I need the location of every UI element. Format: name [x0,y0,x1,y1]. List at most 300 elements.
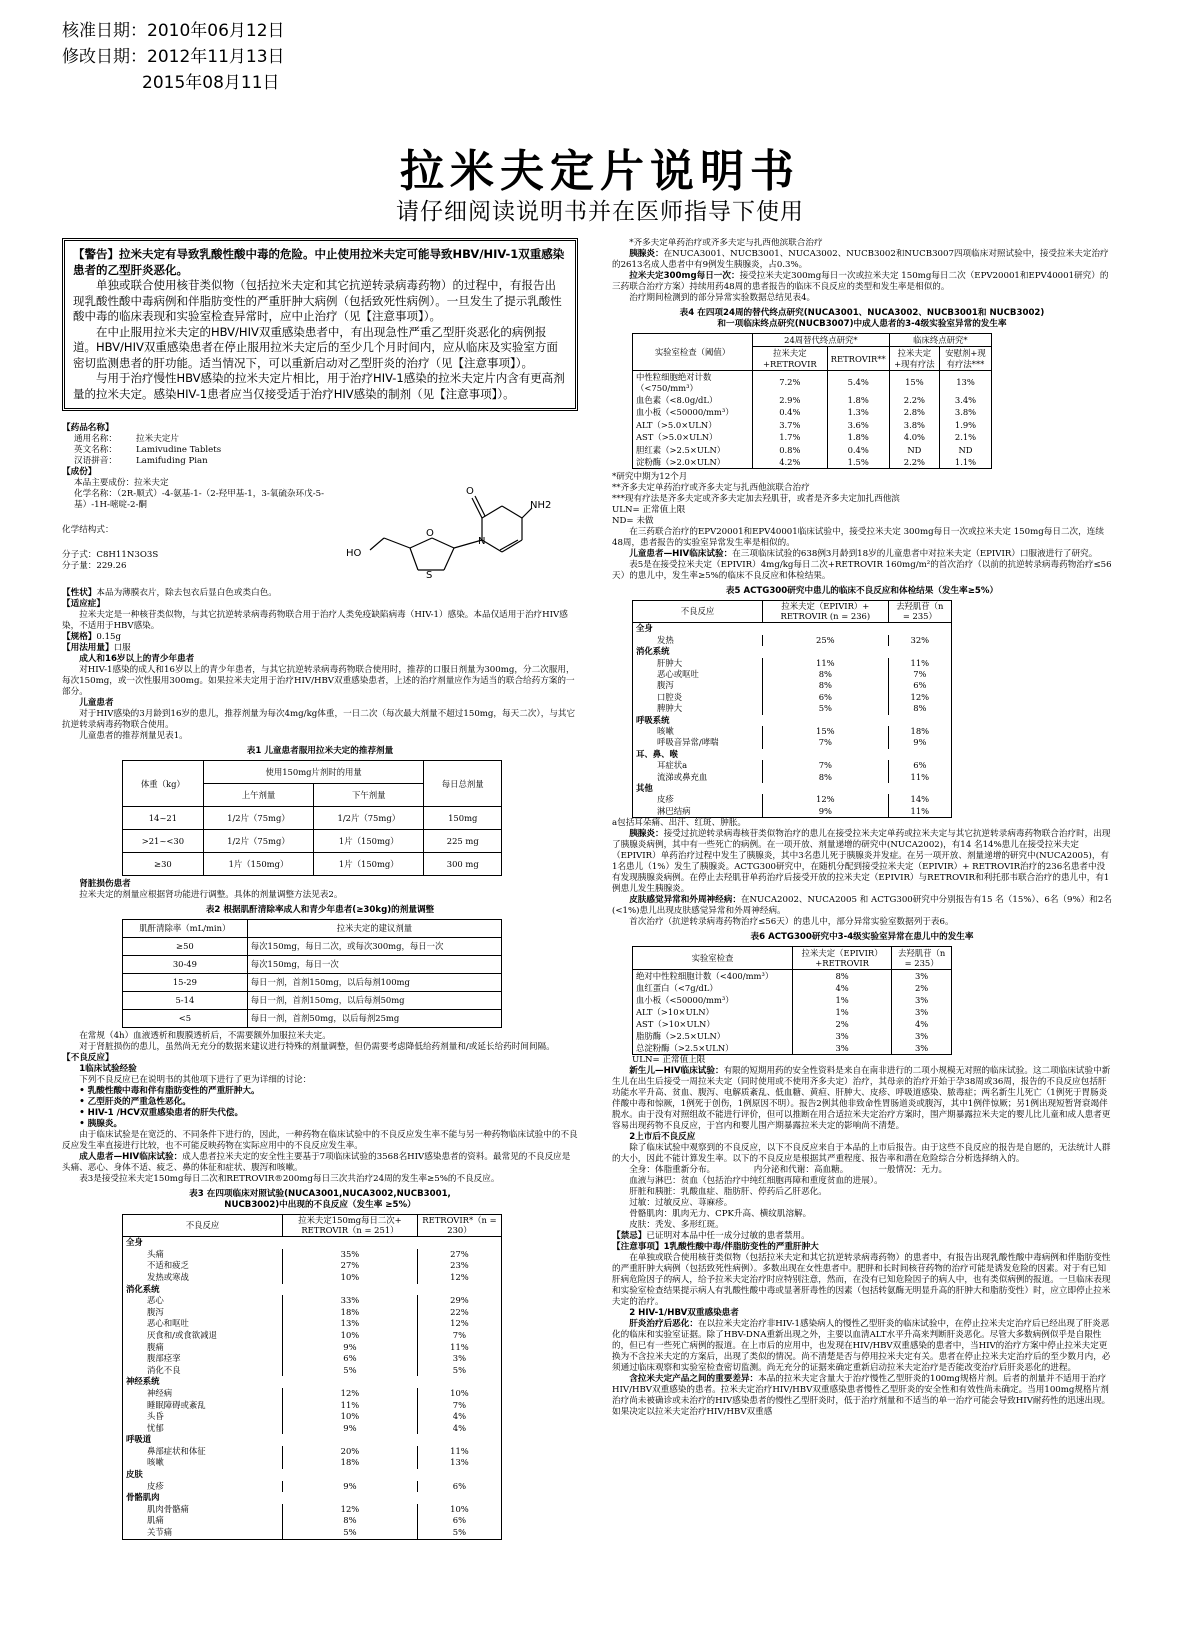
table-header: 去羟肌苷（n = 235） [892,947,952,970]
table-row [123,1249,502,1261]
table-cell: 8% [763,669,889,680]
table-group-label: 消化系统 [123,1284,502,1296]
table-group-label: 全身 [123,1237,502,1249]
table-row [123,853,502,876]
hepatitis-exacerbation-text: 在以拉米夫定治疗非HIV-1感染病人的慢性乙型肝炎的临床试验中，在停止拉米夫定治疗后已经出现了肝炎恶化的临床和实验室证据。除了HBV-DNA重新出现之外，主要以血清ALT水平升高来判断肝炎恶化。尽管大多数病例似乎是自限性的，但已有一些死亡病例的报道。在上市后的应用中，也发现在HIV/HBV双重感染的患者中，当HIV的治疗方案中停止拉米夫定更换为不含拉米夫定的方案后，出现了类似的情况。尚不清楚是否与停用拉米夫定有关。患者在停止拉米夫定治疗后的至少数月内，必须通过临床观察和实验室检查密切监测。尚无充分的证据来确定重新启动拉米夫定治疗是否能改变治疗后肝炎恶化的进程。 [612,1319,1111,1374]
page-subtitle: 请仔细阅读说明书并在医师指导下使用 [396,199,804,225]
table-group-label: 骨骼肌肉 [123,1492,502,1504]
table-row [633,760,952,771]
table-row [123,1318,502,1330]
table-header: 使用150mg片剂时的用量 [203,761,424,784]
table-cell: 5% [417,1527,501,1539]
spec-text: 0.15g [96,632,122,642]
table-row [633,456,992,469]
table-cell: 4.2% [753,456,828,469]
table4-caption-2: 和一项临床终点研究(NUCB3007)中成人患者的3-4级实验室异常的发生率 [717,319,1007,329]
table-row [633,1006,952,1018]
renal-note-1: 在常规（4h）血液透析和腹膜透析后，不需要额外加服拉米夫定。 [79,1031,331,1041]
table-cell: 肌痛 [123,1515,283,1527]
table-group-label: 全身 [633,623,952,635]
table-cell: 11% [888,772,951,783]
table-cell: 20% [283,1446,418,1458]
table-cell: 10% [417,1388,501,1400]
chemical-name-row [62,489,342,511]
table-cell: 恶心 [123,1295,283,1307]
table-cell: 发热 [633,635,763,646]
table-cell: 总淀粉酶（>2.5×ULN） [633,1042,793,1055]
table-cell: ≥30 [123,853,204,876]
section-heading-composition: 【成份】 [62,467,97,477]
pediatric-pancreatitis-text: 接受过抗逆转录病毒核苷类似物治疗的患儿在接受拉米夫定单药或拉米夫定与其它抗逆转录病毒药物联合治疗时，出现了胰腺炎病例，其中有一些死亡的病例。在一项开放、剂量递增的研究中(NUCA2002)，有14 名14%患儿在接受拉米夫定（EPIVIR）单药治疗过程中发生了胰腺炎，其中3名患儿死于胰腺炎并发症。在另一项开放、剂量递增的研究中(NUCA2005)，有1名患儿（1%）发生了胰腺炎。ACTG300研究中，在随机分配到接受拉米夫定（EPIVIR）+ RETROVIR治疗的236名患者中没有发现胰腺炎病例。在停止去羟肌苷单药治疗后接受开放的拉米夫定（EPIVIR）与RETROVIR和利托那韦联合治疗的患儿中，有1例患儿发生胰腺炎。 [612,829,1111,895]
table-cell: 3% [417,1353,501,1365]
table4-caption: 表4 在四项24周的替代终点研究(NUCA3001、NUCA3002、NUCB3001和 NUCB3002) [679,308,1045,318]
neonate-heading: 新生儿—HIV临床试验： [629,1066,724,1077]
section-heading-contraindication: 【禁忌】 [612,1231,647,1242]
table6-caption: 表6 ACTG300研究中3-4级实验室异常在患儿中的发生率 [750,932,974,943]
usage-row [62,643,578,654]
table-cell: 5% [283,1527,418,1539]
english-name-row [62,445,578,456]
table-row [633,806,952,818]
table-cell: 皮疹 [123,1481,283,1493]
table-cell: 3% [793,1042,892,1055]
table-header: 安慰剂+现有疗法*** [940,347,992,371]
pancreatitis-paragraph [612,249,1112,271]
table-cell: 300 mg [424,853,502,876]
table-cell: 12% [888,692,951,703]
table-row [633,431,992,443]
section-heading-precautions: 【注意事项】1乳酸性酸中毒/伴脂肪变性的严重肝肿大 [612,1242,819,1253]
table-cell: 7% [417,1400,501,1412]
table4-note: ULN= 正常值上限 [612,505,686,516]
table-cell: 5-14 [123,992,248,1010]
table-cell: 肌肉骨骼痛 [123,1504,283,1516]
table-cell: AST（>10×ULN） [633,1018,793,1030]
table-cell: AST（>5.0×ULN） [633,431,753,443]
table-cell: ALT（>10×ULN） [633,1006,793,1018]
postmarketing-heading: 2上市后不良反应 [629,1132,696,1143]
table-cell: 鼻部症状和体征 [123,1446,283,1458]
table-cell: 脂肪酶（>2.5×ULN） [633,1030,793,1042]
table4-note: **齐多夫定单药治疗或齐多夫定与扎西他滨联合治疗 [612,483,810,494]
table-cell: 2% [793,1018,892,1030]
section-heading-usage: 【用法用量】 [62,643,114,653]
table-row [123,1342,502,1354]
table-cell: 关节痛 [123,1527,283,1539]
table-cell: 绝对中性粒细胞计数（<400/mm³） [633,970,793,983]
adverse-adult-text: 成人患者拉米夫定的安全性主要基于7项临床试验的3568名HIV感染患者的资料。最常见的不良反应是头痛、恶心、身体不适、疲乏、鼻的体征和症状、腹泻和咳嗽。 [62,1152,571,1173]
chemical-structure-diagram [332,478,552,578]
table-cell: 8% [888,703,951,714]
table-row [633,444,992,456]
usage-adult-text: 对HIV-1感染的成人和16岁以上的青少年患者，与其它抗逆转录病毒药物联合使用时，推荐的口服日剂量为300mg，分二次服用，每次150mg，或一次性服用300mg。如果拉米夫定用于治疗HIV/HBV双重感染患者，上述的治疗剂量应作为适当的联合给药方案的一部分。 [62,665,575,697]
table-row [123,1365,502,1377]
postmarketing-item: 全身：体脂重新分布。 内分泌和代谢：高血糖。 一般情况：无力。 [629,1165,948,1176]
table-row [633,669,952,680]
table-cell: 6% [888,680,951,691]
table-cell: 8% [763,680,889,691]
molecular-formula: 分子式：C8H11N3O3S [62,550,159,560]
table-cell: 13% [283,1318,418,1330]
table-row [633,794,952,805]
table-cell: 发热或寒战 [123,1272,283,1284]
table-group-row [633,715,952,726]
table-cell: 4.0% [889,431,939,443]
adverse-adult-paragraph [62,1152,578,1174]
table-cell: 14% [888,794,951,805]
table-row [123,956,502,974]
postmarketing-item: 皮肤：秃发、多形红斑。 [629,1220,724,1231]
table-header: 上午剂量 [203,784,313,807]
table-cell: 每日一剂，首剂50mg，以后每剂25mg [247,1010,501,1028]
table-cell: 11% [888,806,951,818]
table-cell: 10% [283,1330,418,1342]
pediatric-trial-paragraph [612,549,1112,560]
pediatric-adverse-table [632,600,952,818]
table-cell: 腹部痉挛 [123,1353,283,1365]
table-header: RETROVIR*（n = 230） [417,1215,501,1237]
table-cell: 12% [417,1318,501,1330]
adverse-paragraph: 由于临床试验是在宽泛的、不同条件下进行的，因此，一种药物在临床试验中的不良反应发生率不能与另一种药物临床试验中的不良反应发生率直接进行比较，也不可能反映药物在实际应用中的不良反应发生率。 [62,1130,578,1151]
table-header: 拉米夫定+现有疗法 [889,347,939,371]
table-cell: 1/2片（75mg） [203,830,313,853]
postmarketing-item: 骨骼肌肉：肌肉无力、CPK升高、横纹肌溶解。 [629,1209,812,1220]
neuropathy-heading: 皮肤感觉异常和外周神经病： [629,895,741,906]
table-row [633,680,952,691]
table-cell: 12% [417,1272,501,1284]
chemical-name: （2R-顺式）-4-氨基-1-（2-羟甲基-1，3-氧硫杂环戊-5-基）-1H-嘧啶-2-酮 [74,489,324,510]
adverse-list-item: • 乳酸性酸中毒和伴有脂肪变性的严重肝肿大。 [79,1086,260,1096]
adverse-reaction-table [122,1214,502,1540]
table-cell: 每次150mg，每日一次 [247,956,501,974]
page-title: 拉米夫定片说明书 [400,146,800,197]
table-row [633,406,992,418]
table-cell: 3% [892,1030,952,1042]
table-cell: 神经病 [123,1388,283,1400]
table-group-row [123,1237,502,1249]
composition-text [62,478,342,572]
table-cell: 头痛 [123,1249,283,1261]
table-row [123,974,502,992]
english-name: Lamivudine Tablets [136,445,222,455]
table-header: 拉米夫定150mg每日二次+ RETROVIR（n = 251） [283,1215,418,1237]
once-daily-text: 接受拉米夫定300mg每日一次或拉米夫定 150mg每日二次（EPV20001和EPV40001研究）的三药联合治疗方案）持续用药48周的患者报告的临床不良反应的类型和发生率是相似的。 [612,271,1109,292]
table-cell: 7.2% [753,371,828,394]
table-cell: 1.8% [827,394,889,406]
revision-date-2: 2015年08月11日 [142,73,280,93]
pancreatitis-text: 在NUCA3001、NUCB3001、NUCA3002、NUCB3002和NUCB3007四项临床对照试验中，接受拉米夫定治疗的2613名成人患者中有9例发生胰腺炎，占0.3%。 [612,249,1109,270]
precaution-paragraph-3 [612,1374,1112,1418]
table-group-label: 消化系统 [633,646,952,657]
table-cell: 3.8% [889,419,939,431]
table-cell: 22% [417,1307,501,1319]
table-row [123,1457,502,1469]
adverse-list-item: • 乙型肝炎的严重急性恶化。 [79,1097,191,1107]
table-cell: 流涕或鼻充血 [633,772,763,783]
product-difference-heading: 含拉米夫定产品之间的重要差异： [629,1374,759,1385]
table-row [633,1018,952,1030]
precaution-text-1: 在单独或联合使用核苷类似物（包括拉米夫定和其它抗逆转录病毒药物）的患者中，有报告出现乳酸性酸中毒病例和伴脂肪变性的严重肝肿大病例（包括致死性病例）。多数出现在女性患者中。肥胖和长时间核苷药物的治疗可能是诱发危险的因素。对于有已知肝病危险因子的病人，给予拉米夫定治疗时应特别注意，然而，在没有已知危险因子的病人中，也有类似病例的报道。一旦临床表现和实验室检查结果提示病人有乳酸性酸中毒或显著肝毒性的因素（包括转氨酶无明显升高的肝肿大和脂肪变性）时，应立即停止拉米夫定的治疗。 [612,1253,1111,1308]
table-header: 实验室检查（阈值） [633,334,753,371]
section-heading-drug-name: 【药品名称】 [62,423,114,433]
table-cell: 不适和疲乏 [123,1260,283,1272]
table-cell: 头昏 [123,1411,283,1423]
section-heading-appearance: 【性状】 [62,588,97,598]
table-cell: 3% [793,1030,892,1042]
table-cell: 11% [417,1446,501,1458]
table-row [633,692,952,703]
table-cell: 4% [417,1423,501,1435]
table-cell: 皮疹 [633,794,763,805]
appearance-text: 本品为薄膜衣片，除去包衣后显白色或类白色。 [96,588,277,598]
table-cell: >21~<30 [123,830,204,853]
table5-body [633,623,952,818]
contraindication-row [612,1231,1112,1242]
table-cell: 消化不良 [123,1365,283,1377]
table-cell: 中性粒细胞绝对计数（<750/mm³） [633,371,753,394]
table-cell: 8% [763,772,889,783]
table-group-label: 耳、鼻、喉 [633,749,952,760]
table-row [123,1010,502,1028]
table-cell: 2.9% [753,394,828,406]
usage-child-ref: 儿童患者的推荐剂量见表1。 [79,731,188,741]
table-group-label: 神经系统 [123,1376,502,1388]
renal-dose-table [122,919,502,1028]
table3-caption: 表3 在四项临床对照试验(NUCA3001,NUCA3002,NUCB3001, [189,1189,451,1199]
mol-atom-o: O [466,486,474,497]
section-heading-adverse: 【不良反应】 [62,1053,114,1063]
table-cell: 8% [283,1515,418,1527]
table-cell: 淋巴结病 [633,806,763,818]
table-cell: 1片（150mg） [314,853,424,876]
table-header: 实验室检查 [633,947,793,970]
table-row [123,1400,502,1412]
table-cell: 咳嗽 [633,726,763,737]
table-cell: 12% [283,1504,418,1516]
table-cell: 3.4% [940,394,992,406]
table-header: 拉米夫定+RETROVIR [753,347,828,371]
table-row [633,1030,952,1042]
table-cell: 呼吸音异常/哮喘 [633,737,763,748]
table-row [633,772,952,783]
table-cell: 225 mg [424,830,502,853]
table3-body [123,1237,502,1539]
table-row [633,726,952,737]
table-cell: 腹泻 [123,1307,283,1319]
table-group-row [633,783,952,794]
left-column [62,238,578,1618]
right-column [612,238,1112,1618]
table-cell: 32% [888,635,951,646]
renal-heading: 肾脏损伤患者 [79,879,131,889]
table-cell: 13% [940,371,992,394]
table-cell: 腹泻 [633,680,763,691]
table-row [123,1260,502,1272]
table6-body [633,970,952,1055]
revision-date: 修改日期：2012年11月13日 [62,47,285,67]
table5-intro: 表5是在接受拉米夫定（EPIVIR）4mg/kg每日二次+RETROVIR 160mg/m²的首次治疗（以前的抗逆转录病毒药物治疗≤56天）的患儿中，发生率≥5%的临床不良反应和体检结果。 [612,560,1112,582]
table-cell: 淀粉酶（>2.0×ULN） [633,456,753,469]
table-row [123,1527,502,1539]
table3-caption-2: NUCB3002)中出现的不良反应（发生率 ≥5%） [224,1200,416,1210]
table-cell: 4% [793,982,892,994]
table-cell: 27% [283,1260,418,1272]
table-cell: 3.7% [753,419,828,431]
table-cell: 厌食和/或食欲减退 [123,1330,283,1342]
table-row [123,1272,502,1284]
table-cell: 9% [283,1342,418,1354]
table-cell: 1.7% [753,431,828,443]
table4-note: *研究中期为12个月 [612,472,688,483]
table-row [123,1295,502,1307]
table-cell: 1/2片（75mg） [203,807,313,830]
mol-atom-s: S [426,570,433,578]
table-cell: 忧郁 [123,1423,283,1435]
table-cell: 血红蛋白（<7g/dL） [633,982,793,994]
usage-adult-heading: 成人和16岁以上的青少年患者 [79,654,195,664]
table-cell: 12% [763,794,889,805]
postmarketing-text: 除了临床试验中观察到的不良反应，以下不良反应来自于本品的上市后报告。由于这些不良反应的报告是自愿的，无法统计人群的大小，因此不能计算发生率。以下的不良反应是根据其严重程度、报告率和潜在危险综合分析选择纳入的。 [612,1143,1111,1165]
table-row [633,970,952,983]
table-cell: 2% [892,982,952,994]
table-cell: 15-29 [123,974,248,992]
table-cell: 25% [763,635,889,646]
table-cell: 18% [283,1307,418,1319]
table-cell: 7% [888,669,951,680]
mol-group-ho: HO [346,548,362,559]
table-cell: 9% [283,1423,418,1435]
table-cell: 8% [793,970,892,983]
table-row [123,1423,502,1435]
table-cell: 12% [283,1388,418,1400]
generic-name-row [62,434,578,445]
usage-route: 口服 [113,643,131,653]
table-cell: 肝肿大 [633,658,763,669]
table-cell: 13% [417,1457,501,1469]
table-row [633,737,952,748]
table-cell: 腹痛 [123,1342,283,1354]
table-cell: 2.2% [889,456,939,469]
adverse-sub-heading: 1临床试验经验 [79,1064,137,1074]
table-row [123,1515,502,1527]
table-cell: 4% [417,1411,501,1423]
adverse-table3-intro: 表3是接受拉米夫定150mg每日二次和RETROVIR®200mg每日三次共治疗24周的发生率≥5%的不良反应。 [79,1174,500,1184]
table-cell: 1.3% [827,406,889,418]
table-cell: 6% [763,692,889,703]
generic-name-label: 通用名称： [74,434,117,444]
table-cell: 耳症状a [633,760,763,771]
table-row [123,830,502,853]
table-row [123,1411,502,1423]
table-cell: 0.4% [753,406,828,418]
table-cell: 0.8% [753,444,828,456]
table-header: RETROVIR** [827,347,889,371]
table-cell: 1.9% [940,419,992,431]
epv-paragraph: 在三药联合治疗的EPV20001和EPV40001临床试验中，接受拉米夫定 300mg每日一次或拉米夫定 150mg每日二次，连续48周，患者报告的实验室异常发生率是相似的。 [612,527,1104,549]
mol-atom-n: N [478,536,486,547]
table-cell: 5% [763,703,889,714]
table-header: 体重（kg） [123,761,204,807]
table-group-row [123,1469,502,1481]
table-cell: 每次150mg，每日二次，或每次300mg，每日一次 [247,938,501,956]
table-header: 去羟肌苷（n = 235） [888,601,951,623]
table-row [633,419,992,431]
table-cell: 1% [793,994,892,1006]
table4-note: ND= 未做 [612,516,654,527]
table-cell: 血色素（<8.0g/dL） [633,394,753,406]
table-group-label: 呼吸系统 [633,715,952,726]
table-cell: 血小板（<50000/mm³） [633,994,793,1006]
pediatric-trial-heading: 儿童患者—HIV临床试验： [629,549,733,560]
section-heading-indication: 【适应症】 [62,599,105,609]
table-cell: 30-49 [123,956,248,974]
pancreatitis-heading: 胰腺炎： [629,249,664,259]
table-group-row [123,1284,502,1296]
table-cell: 11% [888,658,951,669]
pediatric-dose-table [122,760,502,876]
section-heading-spec: 【规格】 [62,632,97,642]
table-cell: 6% [417,1515,501,1527]
table-cell: 9% [888,737,951,748]
renal-note-2: 对于肾脏损伤的患儿，虽然尚无充分的数据来建议进行特殊的剂量调整，但仍需要考虑降低给药剂量和/或延长给药时间间隔。 [79,1042,555,1052]
main-ingredient: 本品主要成份：拉米夫定 [74,478,169,488]
table-group-row [123,1434,502,1446]
table-cell: 27% [417,1249,501,1261]
table-cell: 11% [417,1342,501,1354]
neonate-text: 有限的短期用药的安全性资料是来自在南非进行的二项小规模无对照的临床试验。这二项临床试验中新生儿在出生后接受一周拉米夫定（同时使用或不使用齐多夫定）治疗，其母亲的治疗开始于孕38周或36周，报告的不良反应包括肝功能水平升高、贫血、腹泻、电解质紊乱、低血糖、黄疸、肝肿大、皮疹、呼吸道感染、脓毒症；两名新生儿死亡（1例死于胃肠炎伴酸中毒和惊厥，1例死于创伤，1例原因不明）。报告2例其他非致命性胃肠道炎或腹泻，其中1例伴惊厥；另1例出现短暂肾衰竭伴脱水。由于没有对照组故不能进行评价，但可以推断在用合适拉米夫定治疗方案时，围产期暴露拉米夫定的婴儿比儿童和成人患者更容易出现药物不良反应，于宫内和婴儿围产期暴露拉米夫定的影响尚不清楚。 [612,1066,1111,1132]
table-cell: 18% [888,726,951,737]
composition-block [62,478,578,588]
postmarketing-item: 肝脏和胰脏：乳酸血症、脂肪肝、停药后乙肝恶化。 [629,1187,827,1198]
table6-note: ULN= 正常值上限 [632,1055,706,1066]
table-group-row [123,1492,502,1504]
table-group-label: 呼吸道 [123,1434,502,1446]
structure-label: 化学结构式： [62,525,114,535]
warning-paragraph: 单独或联合使用核苷类似物（包括拉米夫定和其它抗逆转录病毒药物）的过程中，有报告出现乳酸性酸中毒病例和伴脂肪变性的严重肝肿大病例（包括致死性病例）。一旦发生了提示乳酸性酸中毒的临床表现和实验室检查异常时，应中止治疗（见【注意事项】）。 [73,278,562,323]
table-row [123,1388,502,1400]
table-cell: 15% [889,371,939,394]
once-daily-heading: 拉米夫定300mg每日一次： [629,271,740,281]
table-cell: 6% [417,1481,501,1493]
table-row [123,1353,502,1365]
chemical-name-label: 化学名称： [74,489,117,499]
table-header: 拉米夫定（EPIVIR）+ RETROVIR (n = 236) [763,601,889,623]
table-cell: 7% [763,737,889,748]
table-row [123,1307,502,1319]
table-header: 肌酐清除率（mL/min） [123,920,248,938]
table-cell: 33% [283,1295,418,1307]
table-cell: ALT（>5.0×ULN） [633,419,753,431]
neonate-paragraph [612,1066,1112,1132]
table-cell: 每日一剂，首剂150mg，以后每剂100mg [247,974,501,992]
approval-dates [62,18,285,96]
table4-note: ***现有疗法是齐多夫定或齐多夫定加去羟肌苷，或者是齐多夫定加扎西他滨 [612,494,900,505]
table-group-label: 其他 [633,783,952,794]
appearance-row [62,588,578,599]
table-cell: 9% [283,1481,418,1493]
table-cell: 6% [283,1353,418,1365]
table6-intro: 首次治疗（抗逆转录病毒药物治疗≤56天）的患儿中，部分异常实验室数据列于表6。 [629,917,954,928]
table-cell: 血小板（<50000/mm³） [633,406,753,418]
table-header: 不良反应 [123,1215,283,1237]
adverse-adult-heading: 成人患者—HIV临床试验： [79,1152,183,1162]
adverse-intro: 下列不良反应已在说明书的其他项下进行了更为详细的讨论： [79,1075,312,1085]
table4-body [633,371,992,469]
table-cell: 14~21 [123,807,204,830]
table-cell: 咳嗽 [123,1457,283,1469]
warning-paragraph: 与用于治疗慢性HBV感染的拉米夫定片相比，用于治疗HIV-1感染的拉米夫定片内含有更高剂量的拉米夫定。感染HIV-1患者应当仅接受适于治疗HIV感染的制剂（见【注意事项】）。 [73,371,565,401]
table-group-label: 皮肤 [123,1469,502,1481]
